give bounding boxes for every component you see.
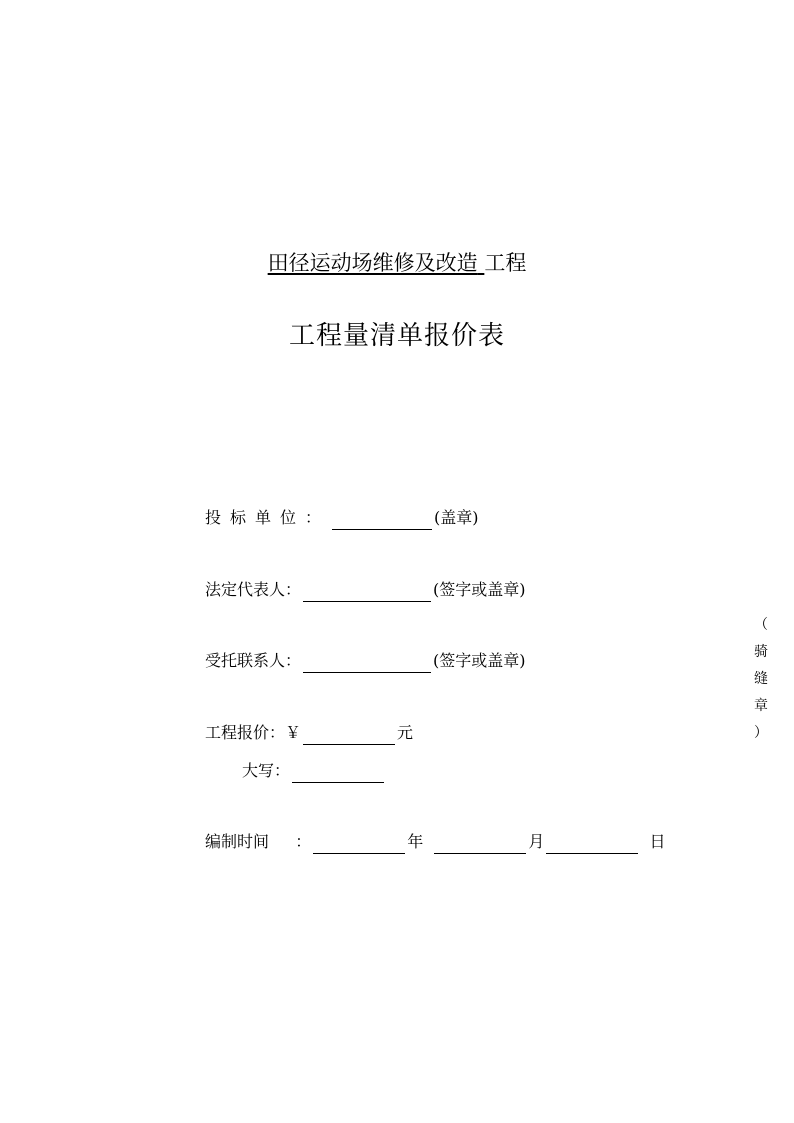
bidder-row: [205, 506, 479, 530]
page-title: 工程量清单报价表: [288, 321, 505, 351]
bidder-label: 投标单位：: [205, 508, 331, 527]
bidder-field[interactable]: [332, 511, 432, 530]
year-label: 年: [407, 832, 424, 851]
month-label: 月: [528, 832, 545, 851]
price-field[interactable]: [303, 726, 395, 745]
legal-rep-row: [205, 578, 526, 602]
seam-char: 章: [754, 698, 768, 714]
currency-symbol: ￥: [285, 723, 302, 742]
seam-char: ）: [754, 725, 768, 741]
capital-label: 大写：: [242, 761, 291, 780]
date-label: 编制时间: [205, 832, 270, 851]
agent-label: 受托联系人：: [205, 651, 302, 670]
legal-rep-field[interactable]: [303, 583, 431, 602]
capital-row: [242, 759, 386, 783]
bidder-note: (盖章): [434, 508, 479, 527]
day-label: 日: [649, 832, 666, 851]
project-suffix: 工程: [484, 251, 527, 275]
price-row: [205, 721, 413, 745]
price-unit: 元: [397, 723, 414, 742]
seam-stamp-note: [754, 612, 768, 747]
legal-rep-label: 法定代表人：: [205, 580, 302, 599]
seam-char: （: [754, 617, 768, 633]
seam-char: 缝: [754, 671, 768, 687]
day-field[interactable]: [546, 835, 638, 854]
agent-row: [205, 649, 526, 673]
month-field[interactable]: [434, 835, 526, 854]
date-row: [205, 830, 665, 854]
agent-note: (签字或盖章): [433, 651, 526, 670]
seam-char: 骑: [754, 644, 768, 660]
date-colon: ：: [295, 832, 312, 851]
agent-field[interactable]: [303, 654, 431, 673]
project-name: 田径运动场维修及改造: [267, 251, 478, 275]
project-name-heading: [0, 247, 794, 277]
capital-field[interactable]: [292, 764, 384, 783]
price-label: 工程报价：: [205, 723, 286, 742]
legal-rep-note: (签字或盖章): [433, 580, 526, 599]
year-field[interactable]: [313, 835, 405, 854]
